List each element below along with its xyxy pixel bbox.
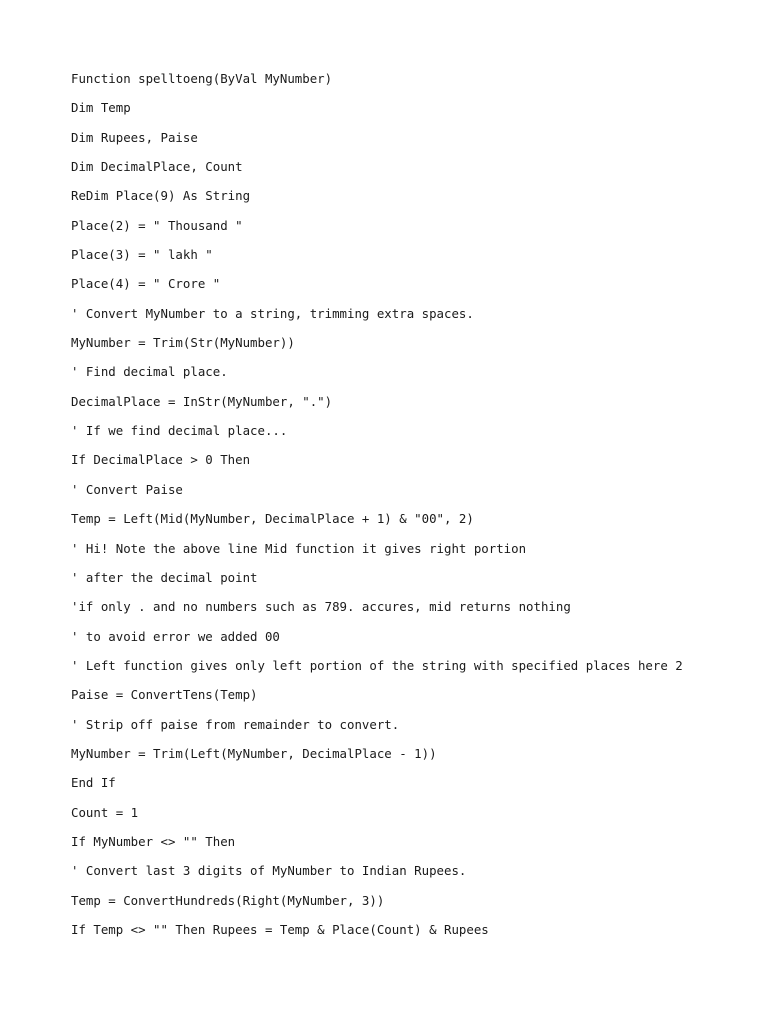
code-line: Temp = Left(Mid(MyNumber, DecimalPlace + 1) & "00", 2) <box>71 511 474 527</box>
code-comment: 'if only . and no numbers such as 789. accures, mid returns nothing <box>71 599 571 615</box>
code-comment: ' Hi! Note the above line Mid function it gives right portion <box>71 540 527 556</box>
code-line: If Temp <> "" Then Rupees = Temp & Place(Count) & Rupees <box>71 921 489 937</box>
code-line: Count = 1 <box>71 804 139 820</box>
code-comment: ' Convert Paise <box>71 481 183 497</box>
code-line: End If <box>71 775 116 791</box>
code-line: Temp = ConvertHundreds(Right(MyNumber, 3)) <box>71 892 385 908</box>
code-line: DecimalPlace = InStr(MyNumber, ".") <box>71 393 333 409</box>
code-line: MyNumber = Trim(Left(MyNumber, DecimalPlace - 1)) <box>71 745 437 761</box>
code-line: Function spelltoeng(ByVal MyNumber) <box>71 71 333 86</box>
code-line: Dim Temp <box>71 100 131 116</box>
code-line: Place(3) = " lakh " <box>71 247 213 263</box>
code-comment: ' after the decimal point <box>71 569 258 585</box>
code-line: ReDim Place(9) As String <box>71 188 251 204</box>
code-comment: ' If we find decimal place... <box>71 423 288 439</box>
code-line: Dim DecimalPlace, Count <box>71 159 243 175</box>
code-comment: ' Convert last 3 digits of MyNumber to Indian Rupees. <box>71 863 467 879</box>
code-line: MyNumber = Trim(Str(MyNumber)) <box>71 335 295 351</box>
code-line: Place(4) = " Crore " <box>71 276 221 292</box>
code-comment: ' Left function gives only left portion of the string with specified places here 2 <box>71 657 683 673</box>
code-line: Place(2) = " Thousand " <box>71 217 243 233</box>
code-comment: ' to avoid error we added 00 <box>71 628 280 644</box>
code-line: If MyNumber <> "" Then <box>71 833 236 849</box>
code-line: Paise = ConvertTens(Temp) <box>71 687 258 703</box>
code-listing <box>71 70 751 950</box>
code-line: Dim Rupees, Paise <box>71 129 198 145</box>
code-comment: ' Find decimal place. <box>71 364 228 380</box>
code-comment: ' Strip off paise from remainder to convert. <box>71 716 400 732</box>
code-comment: ' Convert MyNumber to a string, trimming extra spaces. <box>71 305 474 321</box>
code-line: If DecimalPlace > 0 Then <box>71 452 251 468</box>
